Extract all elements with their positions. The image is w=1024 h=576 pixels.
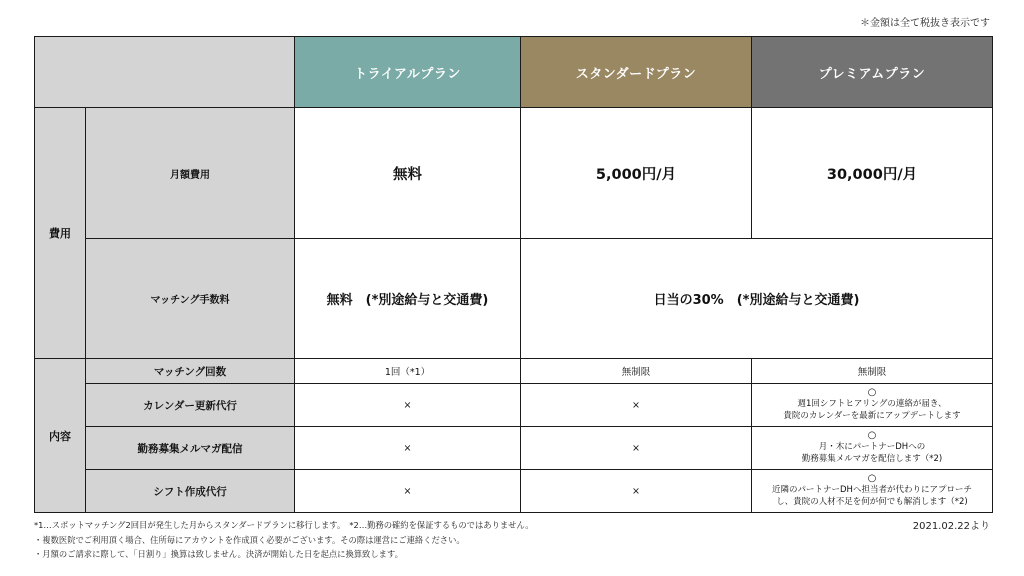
pricing-table (34, 36, 993, 513)
plan-header-row (35, 37, 993, 108)
monthly-fee-standard: 5,000円/月 (521, 108, 752, 239)
standard-plan-header: スタンダードプラン (521, 37, 752, 108)
mail-premium-line1: 月・木にパートナーDHへの (818, 442, 926, 452)
footnote-line-3: ・月額のご請求に際して、「日割り」換算は致しません。決済が開始した日を起点に換算致します。 (34, 549, 403, 559)
shift-premium-circle: ○ (867, 473, 877, 484)
content-group-label: 内容 (35, 359, 86, 513)
mail-standard-cross: × (521, 427, 752, 470)
matching-fee-label: マッチング手数料 (86, 239, 295, 359)
monthly-fee-label: 月額費用 (86, 108, 295, 239)
mail-premium-line2: 勤務募集メルマガを配信します（*2) (801, 454, 943, 464)
monthly-fee-premium: 30,000円/月 (752, 108, 993, 239)
shift-premium-line2: し、貴院の人材不足を何が何でも解消します（*2) (776, 497, 968, 507)
matching-count-label: マッチング回数 (86, 359, 295, 384)
mail-trial-cross: × (295, 427, 521, 470)
calendar-premium (752, 384, 993, 427)
shift-premium (752, 470, 993, 513)
mail-premium-circle: ○ (867, 430, 877, 441)
trial-plan-header: トライアルプラン (295, 37, 521, 108)
calendar-standard-cross: × (521, 384, 752, 427)
shift-trial-cross: × (295, 470, 521, 513)
monthly-fee-trial: 無料 (295, 108, 521, 239)
matching-fee-trial: 無料 (*別途給与と交通費) (295, 239, 521, 359)
mail-label: 勤務募集メルマガ配信 (86, 427, 295, 470)
shift-premium-line1: 近隣のパートナーDHへ担当者が代わりにアプローチ (772, 485, 972, 495)
mail-premium (752, 427, 993, 470)
monthly-fee-row (35, 108, 993, 239)
footnote-line-1: *1…スポットマッチング2回目が発生した月からスタンダードプランに移行します。 *2…勤務の確約を保証するものではありません。 (34, 520, 534, 530)
calendar-premium-line1: 週1回シフトヒアリングの連絡が届き、 (797, 399, 947, 409)
matching-count-row (35, 359, 993, 384)
cost-group-label: 費用 (35, 108, 86, 359)
matching-fee-row (35, 239, 993, 359)
shift-standard-cross: × (521, 470, 752, 513)
matching-count-premium: 無制限 (752, 359, 993, 384)
calendar-row (35, 384, 993, 427)
shift-label: シフト作成代行 (86, 470, 295, 513)
footnotes (34, 518, 534, 562)
calendar-label: カレンダー更新代行 (86, 384, 295, 427)
matching-count-trial: 1回（*1） (295, 359, 521, 384)
matching-fee-standard-premium: 日当の30% (*別途給与と交通費) (521, 239, 993, 359)
premium-plan-header: プレミアムプラン (752, 37, 993, 108)
calendar-trial-cross: × (295, 384, 521, 427)
footnote-line-2: ・複数医院でご利用頂く場合、住所毎にアカウントを作成頂く必要がございます。その際は運営にご連絡ください。 (34, 534, 465, 545)
effective-date: 2021.02.22より (912, 521, 990, 532)
shift-row (35, 470, 993, 513)
matching-count-standard: 無制限 (521, 359, 752, 384)
calendar-premium-line2: 貴院のカレンダーを最新にアップデートします (783, 411, 961, 421)
tax-note: ＊金額は全て税抜き表示です (860, 18, 990, 29)
calendar-premium-circle: ○ (867, 387, 877, 398)
mail-row (35, 427, 993, 470)
header-corner (35, 37, 295, 108)
